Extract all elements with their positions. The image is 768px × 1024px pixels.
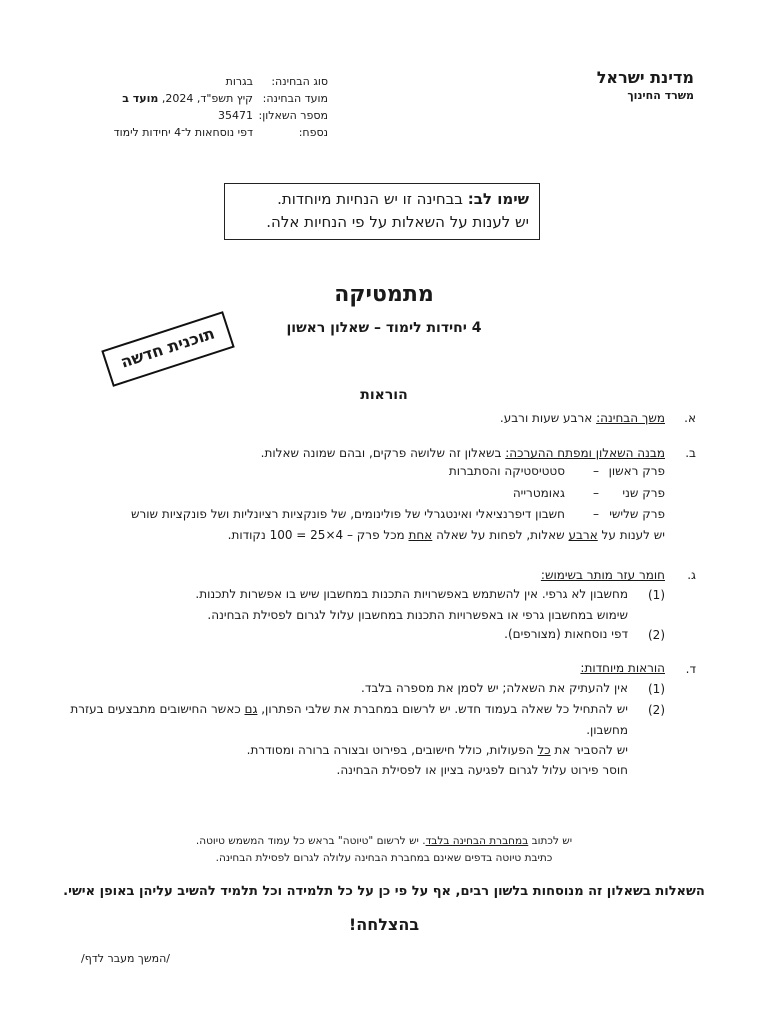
meta-label: סוג הבחינה:	[271, 75, 328, 88]
item-number: (2)	[647, 703, 665, 717]
item-text	[70, 700, 628, 719]
item-number: (1)	[647, 588, 665, 602]
item-text	[247, 741, 628, 760]
notice-text: בבחינה זו יש הנחיות מיוחדות.	[277, 190, 468, 208]
section-b-line	[261, 444, 665, 463]
item-text-underlined: גם	[244, 702, 258, 716]
summary-underlined: ארבע	[568, 528, 598, 542]
summary-text: שאלות, לפחות על שאלה	[432, 528, 569, 542]
chapter-row	[131, 507, 665, 521]
note-text: . יש לרשום "טיוטה" בראש כל עמוד המשמש טיוטה.	[195, 835, 426, 847]
chapter-topic: חשבון דיפרנציאלי ואינטגרלי של פולינומים, של פונקציות רציונליות ושל פונקציות שורש	[130, 507, 565, 521]
instructions-title: הוראות	[360, 387, 408, 403]
section-b-summary	[228, 526, 665, 545]
meta-value: 35471	[218, 109, 253, 122]
summary-text: מכל פרק – 4×25 = 100 נקודות.	[227, 528, 409, 542]
new-program-stamp: תוכנית חדשה	[101, 311, 234, 387]
draft-note	[0, 833, 768, 849]
chapter-topic: גאומטרייה	[512, 486, 565, 500]
ministry-header	[524, 68, 694, 104]
summary-underlined: אחת	[408, 528, 433, 542]
chapter-name: פרק שלישי	[609, 507, 665, 521]
meta-label: מספר השאלון:	[258, 109, 328, 122]
item-number: (1)	[647, 682, 665, 696]
item-text: אין להעתיק את השאלה; יש לסמן את מספרה בלבד.	[361, 681, 628, 695]
chapter-name: פרק שני	[622, 486, 665, 500]
chapter-row	[449, 464, 665, 478]
meta-value: בגרות	[225, 75, 253, 88]
item-text-part: יש להסביר את	[550, 743, 628, 757]
meta-row-date	[8, 90, 328, 107]
section-letter: ב.	[685, 446, 696, 460]
chapter-dash: –	[593, 464, 599, 478]
section-a-line	[500, 409, 665, 428]
item-text-part: הפעולות, כולל חישובים, בפירוט ובצורה ברורה ומסודרת.	[246, 743, 538, 757]
ministry-name: משרד החינוך	[627, 89, 694, 102]
meta-row-number	[8, 107, 328, 124]
section-letter: ד.	[685, 662, 696, 676]
item-text: מחשבון.	[586, 723, 628, 737]
section-heading: מבנה השאלון ומפתח ההערכה:	[505, 446, 665, 460]
meta-value-bold: מועד ב	[122, 92, 159, 105]
chapter-name: פרק ראשון	[608, 464, 665, 478]
item-text: חוסר פירוט עלול לגרום לפגיעה בציון או לפסילת הבחינה.	[336, 763, 628, 777]
good-luck: בהצלחה!	[348, 915, 420, 934]
chapter-dash: –	[593, 507, 599, 521]
draft-warning: כתיבת טיוטה בדפים שאינם במחברת הבחינה עלולה לגרום לפסילת הבחינה.	[215, 852, 553, 864]
item-text-underlined: כל	[537, 743, 551, 757]
gender-note: השאלות בשאלון זה מנוסחות בלשון רבים, אף על פי כן על כל תלמידה וכל תלמיד להשיב עליהן באופן אישי.	[63, 884, 705, 899]
chapter-dash: –	[593, 486, 599, 500]
state-name: מדינת ישראל	[596, 68, 694, 87]
item-text: דפי נוסחאות (מצורפים).	[504, 627, 628, 641]
item-text-part: יש להתחיל כל שאלה בעמוד חדש. יש לרשום במחברת את שלבי הפתרון,	[257, 702, 628, 716]
continued-note: /המשך מעבר לדף/	[81, 952, 170, 965]
section-letter: ג.	[687, 568, 696, 582]
section-heading: הוראות מיוחדות:	[580, 661, 665, 675]
meta-row-appendix	[8, 124, 328, 141]
notice-line-2: יש לענות על השאלות על פי הנחיות אלה.	[266, 213, 529, 231]
section-heading: חומר עזר מותר בשימוש:	[540, 568, 665, 582]
notice-line-1	[225, 188, 529, 211]
meta-label: מועד הבחינה:	[262, 92, 328, 105]
item-text: שימוש במחשבון גרפי או באפשרויות התכנות במחשבון עלול לגרום לפסילת הבחינה.	[207, 608, 628, 622]
chapter-topic: סטטיסטיקה והסתברות	[448, 464, 565, 478]
special-notice-box	[224, 183, 540, 240]
meta-value: קיץ תשפ"ד, 2024,	[161, 92, 253, 105]
note-text: יש לכתוב	[528, 835, 573, 847]
chapter-row	[513, 486, 665, 500]
meta-value: דפי נוסחאות ל־4 יחידות לימוד	[113, 126, 253, 139]
section-text: ארבע שעות ורבע.	[499, 411, 597, 425]
page-title: מתמטיקה	[334, 282, 434, 307]
meta-label: נספח:	[298, 126, 328, 139]
note-underlined: במחברת הבחינה בלבד	[425, 835, 529, 847]
item-text-part: כאשר החישובים מתבצעים בעזרת	[70, 702, 245, 716]
exam-meta	[8, 73, 328, 141]
item-number: (2)	[647, 628, 665, 642]
section-letter: א.	[684, 411, 696, 425]
section-text: בשאלון זה שלושה פרקים, ובהם שמונה שאלות.	[260, 446, 506, 460]
item-text: מחשבון לא גרפי. אין להשתמש באפשרויות התכנות במחשבון שיש בו אפשרות לתכנות.	[195, 587, 628, 601]
notice-bold: שימו לב:	[467, 190, 529, 208]
section-heading: משך הבחינה:	[596, 411, 665, 425]
meta-row-type	[8, 73, 328, 90]
summary-text: יש לענות על	[597, 528, 665, 542]
page-subtitle: 4 יחידות לימוד – שאלון ראשון	[286, 320, 482, 336]
